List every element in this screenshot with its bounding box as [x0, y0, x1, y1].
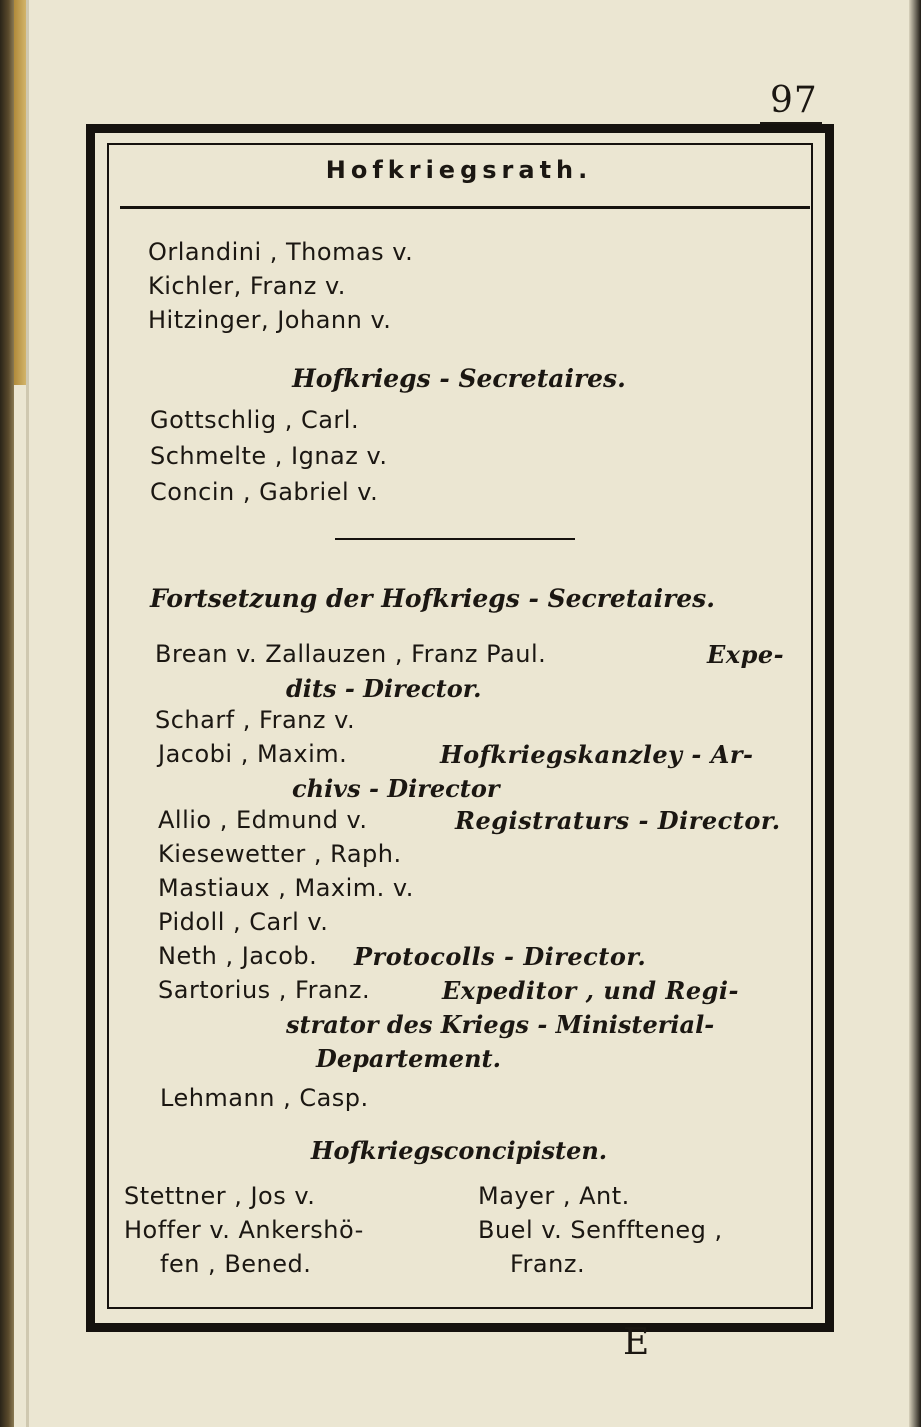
- entry-title: Hofkriegskanzley - Ar-: [440, 740, 754, 769]
- list-item: Buel v. Senffteneg ,: [478, 1216, 723, 1244]
- entry-name: Jacobi , Maxim.: [158, 740, 348, 768]
- entry-title: Expe-: [707, 640, 785, 669]
- list-item: fen , Bened.: [160, 1250, 312, 1278]
- list-item: Pidoll , Carl v.: [158, 908, 329, 936]
- list-item: Lehmann , Casp.: [160, 1084, 369, 1112]
- section-heading-concipisten: Hofkriegsconcipisten.: [310, 1136, 608, 1165]
- list-item: [158, 806, 781, 835]
- list-item: [158, 740, 754, 769]
- entry-title: strator des Kriegs - Ministerial-: [286, 1010, 715, 1039]
- list-item: Kichler, Franz v.: [148, 272, 346, 300]
- list-item: Hoffer v. Ankershö-: [124, 1216, 364, 1244]
- list-item: [158, 942, 647, 971]
- list-item: [155, 640, 785, 669]
- section-divider: [335, 538, 575, 540]
- list-item: Hitzinger, Johann v.: [148, 306, 392, 334]
- list-item: Schmelte , Ignaz v.: [150, 442, 388, 470]
- entry-title: chivs - Director: [292, 774, 500, 803]
- list-item: Stettner , Jos v.: [124, 1182, 316, 1210]
- page-number: 97: [770, 80, 818, 121]
- list-item: Mayer , Ant.: [478, 1182, 630, 1210]
- title-rule: [120, 206, 810, 209]
- list-item: Kiesewetter , Raph.: [158, 840, 402, 868]
- entry-title: dits - Director.: [286, 674, 482, 703]
- list-item: Gottschlig , Carl.: [150, 406, 360, 434]
- entry-name: Brean v. Zallauzen , Franz Paul.: [155, 640, 547, 668]
- book-edge-right: [909, 0, 921, 1427]
- entry-name: Neth , Jacob.: [158, 942, 318, 970]
- signature-mark: E: [623, 1322, 650, 1363]
- section-heading-secretaires: Hofkriegs - Secretaires.: [292, 364, 626, 393]
- entry-title: Expeditor , und Regi-: [442, 976, 739, 1005]
- entry-name: Allio , Edmund v.: [158, 806, 368, 834]
- page-edge: [26, 0, 29, 1427]
- list-item: Concin , Gabriel v.: [150, 478, 379, 506]
- section-heading-continuation: Fortsetzung der Hofkriegs - Secretaires.: [150, 584, 715, 613]
- entry-title: Departement.: [316, 1044, 501, 1073]
- list-item: Mastiaux , Maxim. v.: [158, 874, 414, 902]
- list-item: [158, 976, 739, 1005]
- entry-title: Protocolls - Director.: [354, 942, 647, 971]
- list-item: Scharf , Franz v.: [155, 706, 356, 734]
- list-item: Orlandini , Thomas v.: [148, 238, 414, 266]
- book-spine-left: [0, 0, 14, 1427]
- book-spine-gold-strip: [14, 0, 26, 385]
- entry-name: Sartorius , Franz.: [158, 976, 371, 1004]
- list-item: Franz.: [510, 1250, 586, 1278]
- page-title: Hofkriegsrath.: [325, 156, 593, 184]
- entry-title: Registraturs - Director.: [455, 806, 781, 835]
